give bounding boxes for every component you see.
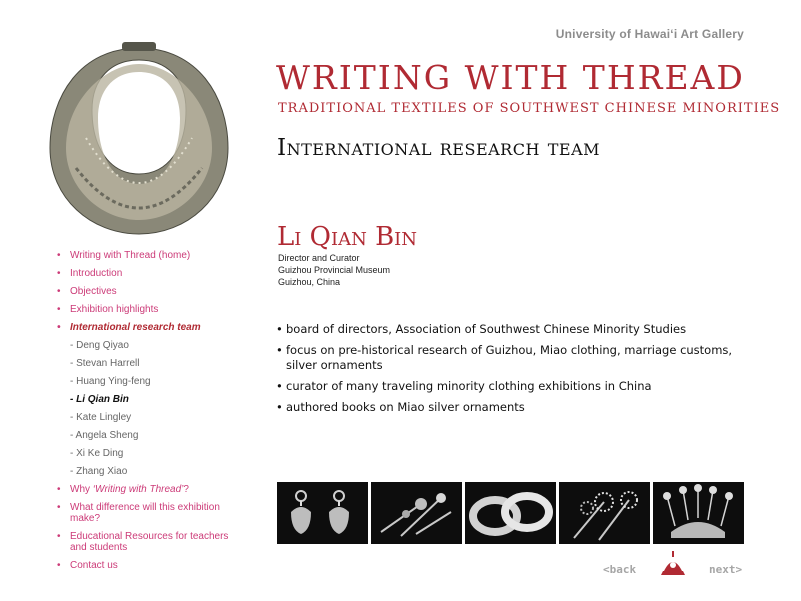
bio-bullet: • curator of many traveling minority clothing exhibitions in China — [276, 379, 746, 394]
gallery-name: University of Hawai‘i Art Gallery — [555, 27, 744, 41]
thumbnail-earrings[interactable] — [277, 482, 368, 544]
nav-highlights-link[interactable]: • Exhibition highlights — [57, 304, 247, 315]
sidebar-nav — [57, 250, 247, 578]
bio-bullet-list — [276, 322, 746, 421]
nav-home-link[interactable]: • Writing with Thread (home) — [57, 250, 247, 261]
page-heading: International research team — [277, 135, 601, 161]
nav-why-prefix: Why — [70, 484, 93, 495]
person-location: Guizhou, China — [278, 277, 341, 287]
thumbnail-headdress[interactable] — [653, 482, 744, 544]
silver-necklace-image — [46, 38, 232, 238]
nav-contact-link[interactable]: • Contact us — [57, 560, 247, 571]
bio-bullet: • board of directors, Association of Southwest Chinese Minority Studies — [276, 322, 746, 337]
thumbnail-flower-pins[interactable] — [559, 482, 650, 544]
gallery-logo-icon[interactable] — [655, 549, 691, 577]
nav-member-deng-qiyao[interactable]: - Deng Qiyao — [70, 340, 129, 351]
nav-team-link[interactable]: • International research team — [57, 322, 247, 333]
back-link[interactable]: <back — [603, 563, 637, 576]
bio-bullet: • focus on pre-historical research of Guizhou, Miao clothing, marriage customs, silver ornaments — [276, 343, 746, 373]
bio-bullet: • authored books on Miao silver ornaments — [276, 400, 746, 415]
nav-member-huang-ying-feng[interactable]: - Huang Ying-feng — [70, 376, 151, 387]
nav-member-kate-lingley[interactable]: - Kate Lingley — [70, 412, 132, 423]
nav-member-xi-ke-ding[interactable]: - Xi Ke Ding — [70, 448, 124, 459]
nav-objectives-link[interactable]: • Objectives — [57, 286, 247, 297]
exhibition-title: WRITING WITH THREAD — [276, 58, 745, 97]
exhibition-subtitle: TRADITIONAL TEXTILES OF SOUTHWEST CHINESE MINORITIES — [278, 101, 781, 116]
nav-why-title: ‘Writing with Thread’ — [92, 484, 184, 495]
nav-difference-link[interactable]: • What difference will this exhibition make? — [57, 502, 247, 524]
thumbnail-bracelets[interactable] — [465, 482, 556, 544]
nav-introduction-link[interactable]: • Introduction — [57, 268, 247, 279]
nav-member-stevan-harrell[interactable]: - Stevan Harrell — [70, 358, 140, 369]
nav-why-suffix: ? — [183, 484, 189, 495]
person-name: Li Qian Bin — [277, 222, 418, 252]
nav-education-link[interactable]: • Educational Resources for teachers and students — [57, 531, 247, 553]
thumbnail-hairpins[interactable] — [371, 482, 462, 544]
nav-member-li-qian-bin[interactable]: - Li Qian Bin — [70, 394, 129, 405]
nav-why-link[interactable] — [57, 484, 247, 495]
person-credentials — [278, 252, 390, 288]
person-role: Director and Curator — [278, 253, 360, 263]
next-link[interactable]: next> — [709, 563, 743, 576]
person-organization: Guizhou Provincial Museum — [278, 265, 391, 275]
nav-member-angela-sheng[interactable]: - Angela Sheng — [70, 430, 139, 441]
nav-member-zhang-xiao[interactable]: - Zhang Xiao — [70, 466, 128, 477]
